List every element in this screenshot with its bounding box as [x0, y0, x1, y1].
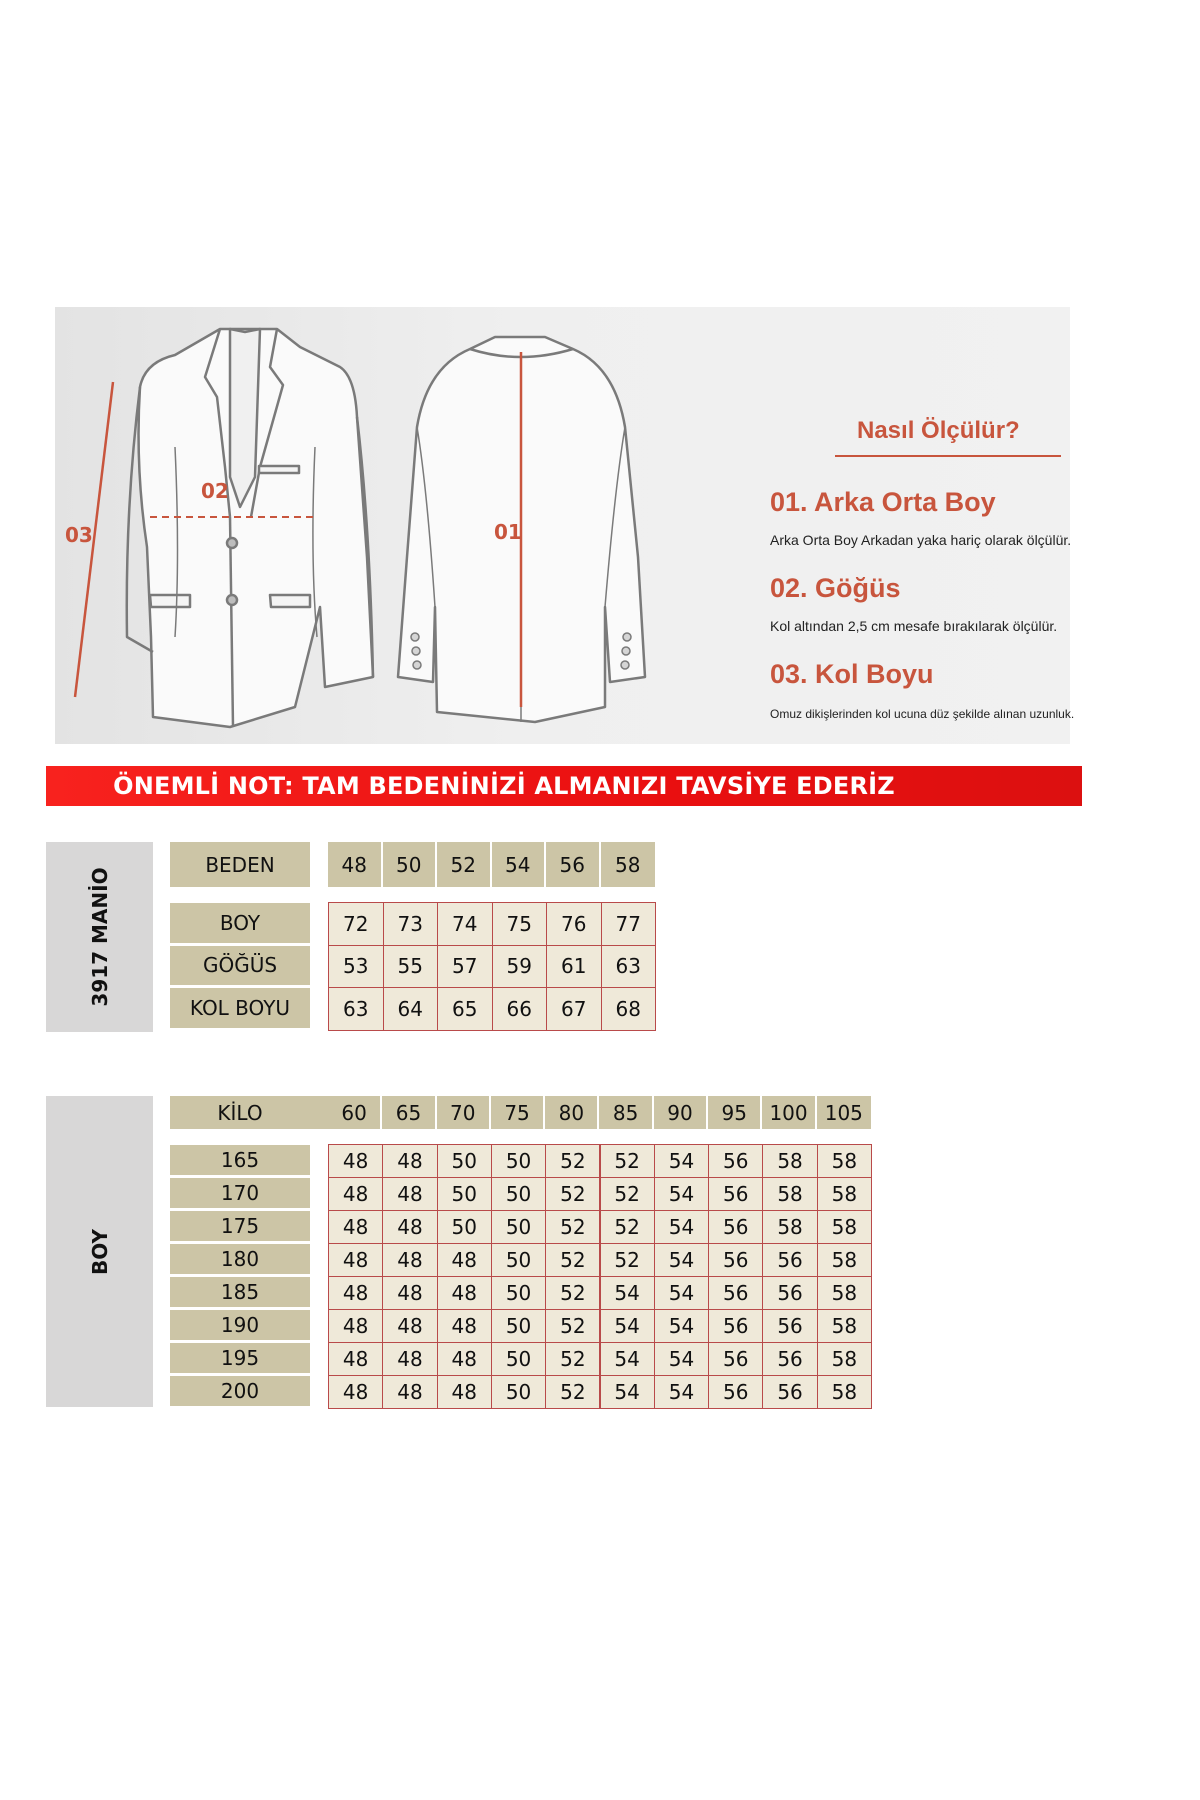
fit-size-cell: 50: [437, 1210, 492, 1244]
step-1-desc: Arka Orta Boy Arkadan yaka hariç olarak ölçülür.: [770, 532, 1072, 548]
back-length-label: 01: [494, 520, 522, 544]
fit-size-cell: 58: [817, 1210, 872, 1244]
fit-size-cell: 58: [817, 1276, 872, 1310]
fit-size-cell: 48: [328, 1342, 383, 1376]
how-to-measure: [712, 307, 1075, 744]
chest-label: 02: [201, 479, 229, 503]
fit-size-cell: 52: [545, 1177, 600, 1211]
measure-row-label: GÖĞÜS: [170, 946, 310, 986]
height-row-label: 175: [170, 1211, 310, 1241]
fit-size-cell: 48: [437, 1342, 492, 1376]
measure-cell: 63: [328, 987, 384, 1031]
measure-cell: 66: [492, 987, 548, 1031]
weight-header-label: KİLO: [170, 1096, 310, 1129]
fit-size-cell: 56: [762, 1243, 817, 1277]
fit-size-cell: 48: [382, 1375, 437, 1409]
title-underline: [835, 455, 1061, 457]
fit-size-cell: 58: [762, 1210, 817, 1244]
size-header-cell: 50: [383, 842, 438, 887]
fit-size-cell: 54: [654, 1144, 709, 1178]
fit-size-cell: 56: [762, 1276, 817, 1310]
fit-size-cell: 54: [654, 1309, 709, 1343]
measure-cell: 75: [492, 902, 548, 946]
fit-size-cell: 50: [491, 1309, 546, 1343]
fit-size-cell: 50: [491, 1276, 546, 1310]
fit-size-cell: 50: [437, 1177, 492, 1211]
fit-size-cell: 50: [491, 1144, 546, 1178]
height-row-label: 195: [170, 1343, 310, 1373]
size-header-cell: 52: [437, 842, 492, 887]
weight-header-cell: 75: [491, 1096, 545, 1129]
fit-size-cell: 48: [328, 1276, 383, 1310]
step-2-desc: Kol altından 2,5 cm mesafe bırakılarak ölçülür.: [770, 618, 1058, 634]
measure-cell: 76: [546, 902, 602, 946]
height-row-label: 165: [170, 1145, 310, 1175]
fit-size-cell: 54: [600, 1309, 655, 1343]
step-2-title: 02. Göğüs: [770, 573, 901, 603]
height-row-label: 190: [170, 1310, 310, 1340]
fit-size-cell: 48: [382, 1210, 437, 1244]
fit-size-cell: 48: [437, 1243, 492, 1277]
fit-size-cell: 48: [382, 1144, 437, 1178]
fit-size-cell: 52: [545, 1342, 600, 1376]
fit-size-cell: 48: [382, 1309, 437, 1343]
fit-size-cell: 56: [762, 1342, 817, 1376]
fit-size-cell: 54: [600, 1375, 655, 1409]
measure-cell: 53: [328, 945, 384, 989]
measure-cell: 68: [601, 987, 657, 1031]
fit-size-cell: 52: [600, 1144, 655, 1178]
fit-size-cell: 48: [328, 1144, 383, 1178]
measure-cell: 73: [383, 902, 439, 946]
measure-cell: 61: [546, 945, 602, 989]
fit-size-cell: 48: [437, 1309, 492, 1343]
fit-size-cell: 56: [708, 1210, 763, 1244]
fit-size-cell: 52: [600, 1243, 655, 1277]
fit-size-cell: 56: [762, 1375, 817, 1409]
fit-size-cell: 58: [817, 1309, 872, 1343]
important-note-banner: [46, 766, 1082, 806]
weight-header-cell: 100: [762, 1096, 816, 1129]
step-1-title: 01. Arka Orta Boy: [770, 487, 996, 517]
fit-size-cell: 54: [600, 1342, 655, 1376]
fit-size-cell: 52: [545, 1144, 600, 1178]
fit-size-cell: 56: [708, 1243, 763, 1277]
measure-cell: 55: [383, 945, 439, 989]
fit-size-cell: 50: [491, 1243, 546, 1277]
fit-size-cell: 56: [708, 1144, 763, 1178]
fit-size-cell: 56: [708, 1309, 763, 1343]
step-3-desc: Omuz dikişlerinden kol ucuna düz şekilde alınan uzunluk.: [770, 707, 1075, 721]
measure-row-label: KOL BOYU: [170, 988, 310, 1028]
fit-size-cell: 58: [762, 1177, 817, 1211]
fit-size-cell: 48: [382, 1276, 437, 1310]
weight-header-cell: 85: [600, 1096, 654, 1129]
height-row-label: 170: [170, 1178, 310, 1208]
fit-size-cell: 54: [654, 1243, 709, 1277]
fit-size-cell: 54: [654, 1375, 709, 1409]
measure-cell: 67: [546, 987, 602, 1031]
fit-size-cell: 48: [328, 1309, 383, 1343]
model-name: 3917 MANİO: [87, 867, 112, 1007]
fit-size-cell: 56: [708, 1342, 763, 1376]
fit-size-cell: 50: [491, 1210, 546, 1244]
fit-size-cell: 48: [328, 1177, 383, 1211]
measure-cell: 72: [328, 902, 384, 946]
fit-size-cell: 58: [817, 1375, 872, 1409]
size-header-label: BEDEN: [170, 842, 310, 887]
height-row-label: 185: [170, 1277, 310, 1307]
fit-size-cell: 58: [762, 1144, 817, 1178]
measure-cell: 63: [601, 945, 657, 989]
size-header-cell: 54: [492, 842, 547, 887]
fit-size-cell: 48: [382, 1243, 437, 1277]
weight-header-cell: 90: [654, 1096, 708, 1129]
fit-size-cell: 52: [545, 1243, 600, 1277]
fit-size-cell: 50: [491, 1177, 546, 1211]
size-header-cell: 56: [546, 842, 601, 887]
measure-row-label: BOY: [170, 903, 310, 943]
measure-cell: 77: [601, 902, 657, 946]
fit-size-cell: 48: [382, 1177, 437, 1211]
measure-cell: 74: [437, 902, 493, 946]
fit-size-cell: 54: [654, 1210, 709, 1244]
weight-header-cell: 70: [437, 1096, 491, 1129]
fit-size-cell: 48: [382, 1342, 437, 1376]
how-to-title: Nasıl Ölçülür?: [857, 417, 1020, 444]
fit-size-cell: 50: [491, 1342, 546, 1376]
size-header-cell: 48: [328, 842, 383, 887]
fit-size-cell: 54: [654, 1177, 709, 1211]
fit-size-cell: 56: [708, 1375, 763, 1409]
measure-cell: 59: [492, 945, 548, 989]
height-axis-label: BOY: [87, 1228, 112, 1275]
weight-header-cell: 65: [382, 1096, 436, 1129]
weight-header-cell: 80: [545, 1096, 599, 1129]
jacket-front-icon: [127, 329, 373, 727]
fit-size-cell: 52: [600, 1210, 655, 1244]
fit-size-cell: 54: [654, 1276, 709, 1310]
sleeve-label: 03: [65, 523, 93, 547]
fit-size-cell: 58: [817, 1342, 872, 1376]
height-row-label: 200: [170, 1376, 310, 1406]
fit-size-cell: 48: [328, 1375, 383, 1409]
fit-size-cell: 48: [437, 1276, 492, 1310]
weight-header-cell: 95: [708, 1096, 762, 1129]
fit-size-cell: 50: [491, 1375, 546, 1409]
fit-size-cell: 58: [817, 1144, 872, 1178]
model-side-label: [46, 842, 153, 1032]
measure-cell: 57: [437, 945, 493, 989]
size-header-cell: 58: [601, 842, 656, 887]
measure-cell: 64: [383, 987, 439, 1031]
fit-size-cell: 52: [600, 1177, 655, 1211]
fit-size-cell: 54: [600, 1276, 655, 1310]
height-side-label: [46, 1096, 153, 1407]
fit-size-cell: 48: [437, 1375, 492, 1409]
weight-header-cell: 105: [824, 1100, 863, 1125]
fit-size-cell: 58: [817, 1177, 872, 1211]
fit-size-cell: 56: [708, 1276, 763, 1310]
height-row-label: 180: [170, 1244, 310, 1274]
fit-size-cell: 48: [328, 1243, 383, 1277]
weight-header-cell: 60: [328, 1096, 382, 1129]
measure-cell: 65: [437, 987, 493, 1031]
fit-size-cell: 52: [545, 1309, 600, 1343]
fit-size-cell: 56: [708, 1177, 763, 1211]
measurement-guide: [55, 307, 1075, 744]
fit-size-cell: 56: [762, 1309, 817, 1343]
fit-size-cell: 52: [545, 1210, 600, 1244]
fit-size-cell: 52: [545, 1276, 600, 1310]
fit-size-cell: 54: [654, 1342, 709, 1376]
fit-size-cell: 48: [328, 1210, 383, 1244]
step-3-title: 03. Kol Boyu: [770, 659, 934, 689]
fit-size-cell: 50: [437, 1144, 492, 1178]
important-note-text: ÖNEMLİ NOT: TAM BEDENİNİZİ ALMANIZI TAVSİYE EDERİZ: [113, 772, 895, 800]
fit-size-cell: 52: [545, 1375, 600, 1409]
fit-size-cell: 58: [817, 1243, 872, 1277]
